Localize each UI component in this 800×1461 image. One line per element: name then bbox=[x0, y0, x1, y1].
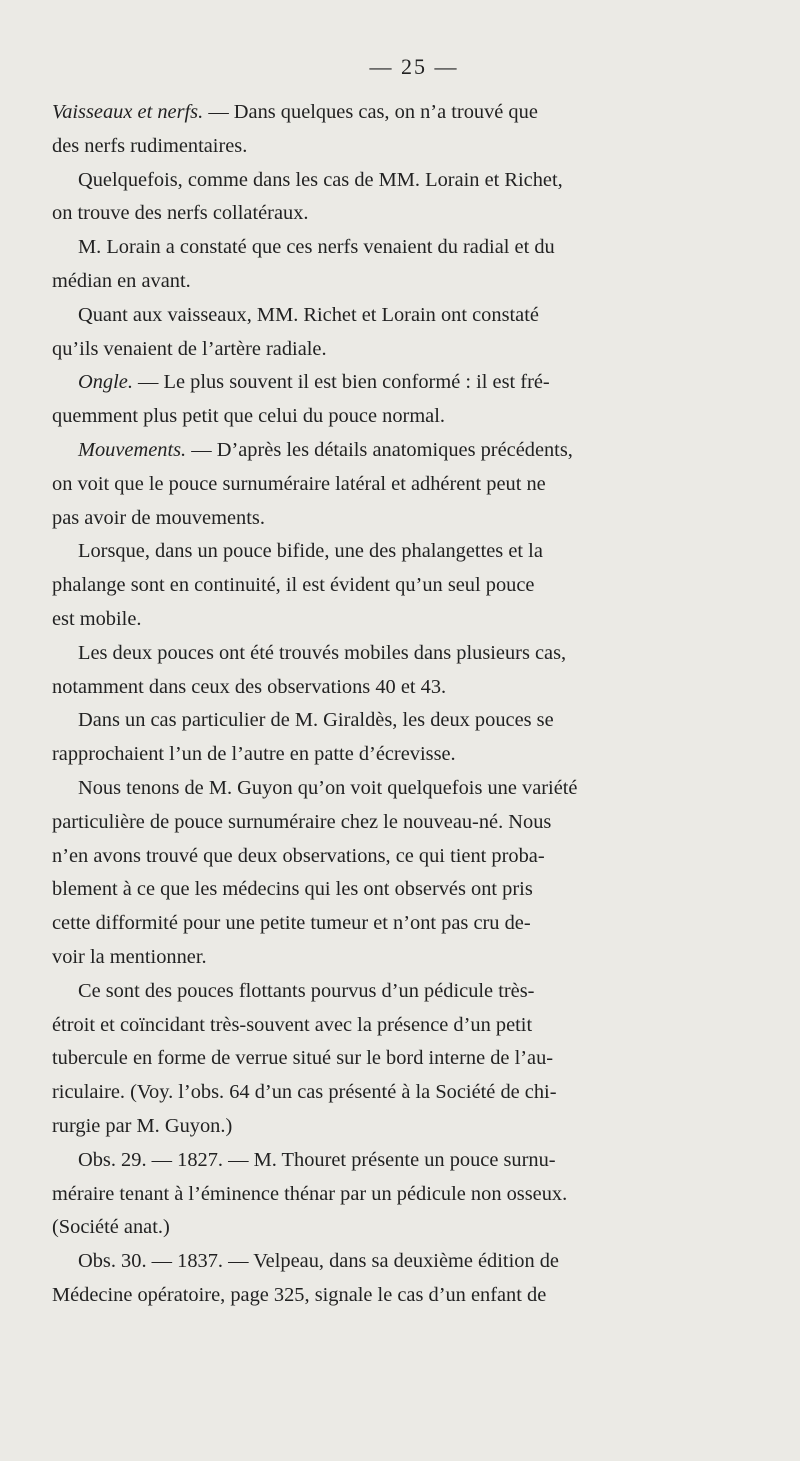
line-text: (Société anat.) bbox=[52, 1216, 170, 1239]
paragraph-flottants bbox=[52, 975, 760, 1144]
paragraph-ongle bbox=[52, 366, 760, 434]
line-text: Ce sont des pouces flottants pourvus d’un pédicule très- bbox=[78, 979, 535, 1002]
paragraph-lorsque bbox=[52, 535, 760, 636]
text-line bbox=[52, 772, 760, 806]
line-text: médian en avant. bbox=[52, 269, 191, 292]
text-line bbox=[52, 603, 760, 637]
text-line bbox=[52, 231, 760, 265]
line-text: qu’ils venaient de l’artère radiale. bbox=[52, 337, 327, 360]
text-line bbox=[52, 907, 760, 941]
paragraph-quant bbox=[52, 299, 760, 367]
line-text: voir la mentionner. bbox=[52, 945, 207, 968]
text-line bbox=[52, 333, 760, 367]
line-text: Les deux pouces ont été trouvés mobiles dans plusieurs cas, bbox=[78, 641, 567, 664]
paragraph-guyon bbox=[52, 772, 760, 975]
text-line bbox=[52, 840, 760, 874]
text-line bbox=[52, 569, 760, 603]
text-line bbox=[52, 738, 760, 772]
text-line bbox=[52, 164, 760, 198]
text-line bbox=[52, 1144, 760, 1178]
text-line bbox=[52, 1042, 760, 1076]
text-line bbox=[52, 197, 760, 231]
text-line bbox=[52, 975, 760, 1009]
text-line bbox=[52, 1211, 760, 1245]
paragraph-deux-pouces bbox=[52, 637, 760, 705]
text-line bbox=[52, 671, 760, 705]
line-text: Obs. 29. — 1827. — M. Thouret présente un pouce surnu- bbox=[78, 1148, 556, 1171]
line-text: blement à ce que les médecins qui les ont observés ont pris bbox=[52, 878, 533, 901]
line-text: Obs. 30. — 1837. — Velpeau, dans sa deuxième édition de bbox=[78, 1250, 559, 1273]
line-text: Nous tenons de M. Guyon qu’on voit quelquefois une variété bbox=[78, 776, 578, 799]
line-text: méraire tenant à l’éminence thénar par un pédicule non osseux. bbox=[52, 1182, 568, 1205]
text-line bbox=[52, 941, 760, 975]
line-text: est mobile. bbox=[52, 607, 142, 630]
line-text: M. Lorain a constaté que ces nerfs venaient du radial et du bbox=[78, 236, 555, 259]
text-line bbox=[52, 130, 760, 164]
line-text: n’en avons trouvé que deux observations, ce qui tient proba- bbox=[52, 844, 545, 867]
section-lead: Vaisseaux et nerfs. bbox=[52, 101, 204, 123]
text-line bbox=[52, 265, 760, 299]
section-lead: Mouvements. bbox=[78, 438, 187, 461]
paragraph-mouvements bbox=[52, 434, 760, 535]
text-line bbox=[52, 400, 760, 434]
paragraph-lorain bbox=[52, 231, 760, 299]
line-text: notamment dans ceux des observations 40 et 43. bbox=[52, 675, 447, 698]
paragraph-vaisseaux bbox=[52, 96, 760, 164]
line-text: riculaire. (Voy. l’obs. 64 d’un cas présenté à la Société de chi- bbox=[52, 1081, 557, 1104]
line-text: Médecine opératoire, page 325, signale le cas d’un enfant de bbox=[52, 1283, 547, 1306]
line-text: Quant aux vaisseaux, MM. Richet et Lorain ont constaté bbox=[78, 303, 539, 326]
text-line bbox=[52, 1076, 760, 1110]
paragraph-obs30 bbox=[52, 1245, 760, 1313]
page-number: — 25 — bbox=[369, 54, 459, 79]
section-lead: Ongle. bbox=[78, 371, 133, 394]
paragraph-quelquefois bbox=[52, 164, 760, 232]
text-line bbox=[52, 434, 760, 468]
paragraph-obs29 bbox=[52, 1144, 760, 1245]
text-line bbox=[52, 1009, 760, 1043]
line-text: on trouve des nerfs collatéraux. bbox=[52, 202, 309, 225]
text-line bbox=[52, 873, 760, 907]
text-line bbox=[52, 535, 760, 569]
line-text: rapprochaient l’un de l’autre en patte d’écrevisse. bbox=[52, 743, 456, 766]
text-line bbox=[52, 1245, 760, 1279]
text-line bbox=[52, 1178, 760, 1212]
line-text: des nerfs rudimentaires. bbox=[52, 134, 248, 157]
line-text: on voit que le pouce surnuméraire latéral et adhérent peut ne bbox=[52, 472, 546, 495]
line-text: — Dans quelques cas, on n’a trouvé que bbox=[203, 101, 538, 123]
text-line bbox=[52, 637, 760, 671]
line-text: pas avoir de mouvements. bbox=[52, 506, 265, 529]
line-text: particulière de pouce surnuméraire chez le nouveau-né. Nous bbox=[52, 810, 552, 833]
line-text: Lorsque, dans un pouce bifide, une des phalangettes et la bbox=[78, 540, 543, 563]
text-line bbox=[52, 502, 760, 536]
line-text: phalange sont en continuité, il est évident qu’un seul pouce bbox=[52, 574, 535, 597]
text-line bbox=[52, 1279, 760, 1313]
line-text: Dans un cas particulier de M. Giraldès, les deux pouces se bbox=[78, 709, 554, 732]
line-text: Quelquefois, comme dans les cas de MM. Lorain et Richet, bbox=[78, 168, 563, 191]
line-text: — D’après les détails anatomiques précédents, bbox=[186, 438, 573, 461]
line-text: étroit et coïncidant très-souvent avec la présence d’un petit bbox=[52, 1013, 533, 1036]
text-line bbox=[52, 96, 760, 130]
text-line bbox=[52, 366, 760, 400]
line-text: rurgie par M. Guyon.) bbox=[52, 1114, 233, 1137]
line-text: tubercule en forme de verrue situé sur le bord interne de l’au- bbox=[52, 1047, 554, 1070]
text-line bbox=[52, 468, 760, 502]
line-text: — Le plus souvent il est bien conformé : il est fré- bbox=[132, 371, 550, 394]
line-text: cette difformité pour une petite tumeur et n’ont pas cru de- bbox=[52, 912, 531, 935]
text-line bbox=[52, 704, 760, 738]
body-text bbox=[52, 96, 760, 1313]
text-line bbox=[52, 299, 760, 333]
line-text: quemment plus petit que celui du pouce normal. bbox=[52, 405, 445, 428]
paragraph-giraldes bbox=[52, 704, 760, 772]
text-line bbox=[52, 806, 760, 840]
text-line bbox=[52, 1110, 760, 1144]
